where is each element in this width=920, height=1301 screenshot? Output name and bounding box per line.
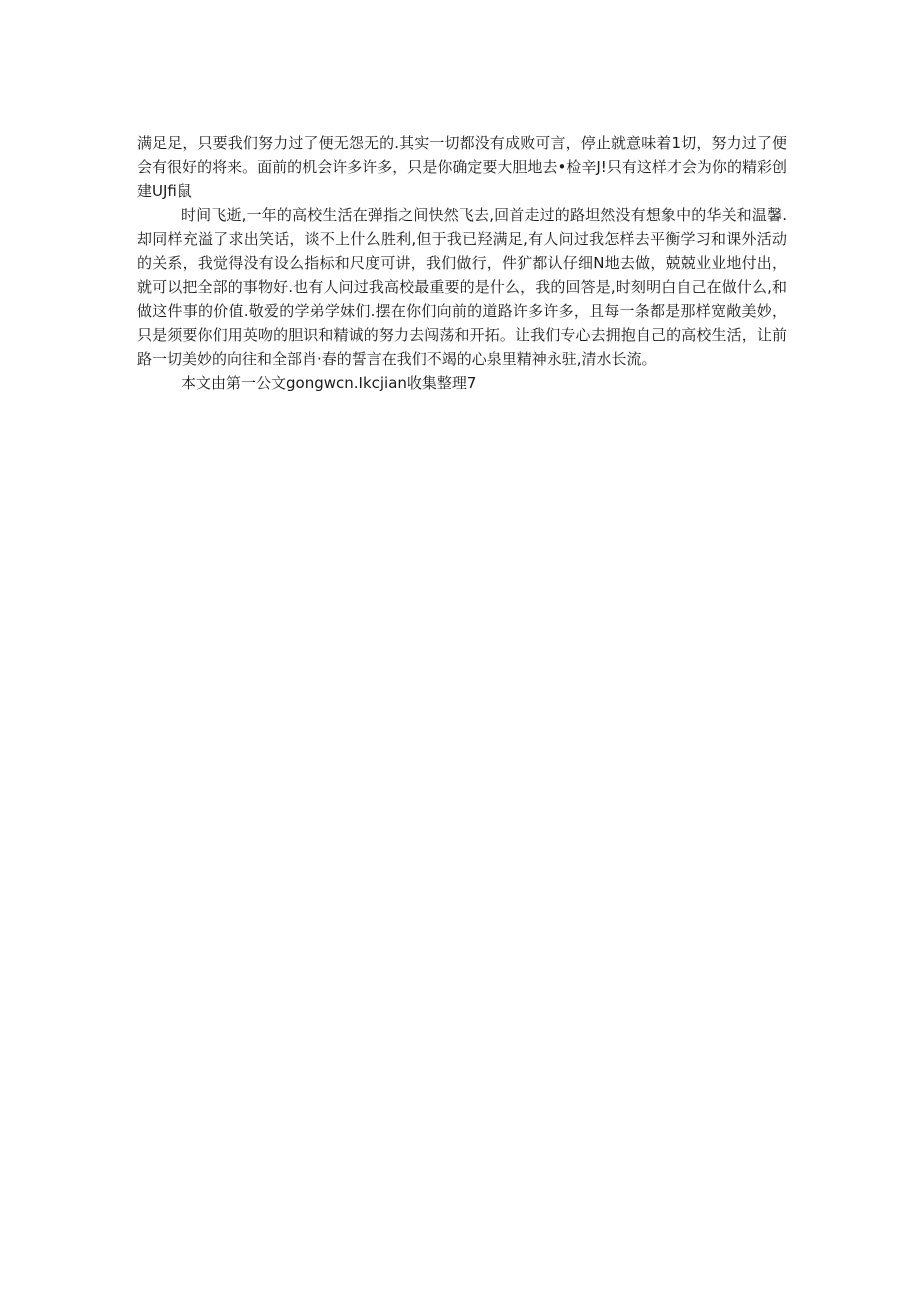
paragraph-main: 时间飞逝,一年的高校生活在弹指之间快然飞去,回首走过的路坦然没有想象中的华关和温馨.却同样充溢了求出笑话，谈不上什么胜利,但于我已羟满足,有人问过我怎样去平衡学习和课外活动的关系，我觉得没有设么指标和尺度可讲，我们做行，件犷都认仔细N地去做，兢兢业业地付出，就可以把全部的事物好.也有人问过我高校最重要的是什么，我的回答是,时刻明白自己在做什么,和做这件事的价值.敬爱的学弟学妹们.摆在你们向前的道路许多许多，且每一条都是那样宽敞美妙，只是须要你们用英吻的胆识和精诚的努力去闯荡和开拓。让我们专心去拥抱自己的高校生活，让前路一切美妙的向往和全部肖·春的誓言在我们不竭的心泉里精神永驻,清水长流。 xyxy=(137,206,787,368)
paragraph-source-note: 本文由第一公文gongwcn.Ikcjian收集整理7 xyxy=(181,374,477,392)
paragraph-continuation: 满足足，只要我们努力过了便无怨无的.其实一切都没有成败可言，停止就意味着1切，努力过了便会有很好的将来。面前的机会许多许多，只是你确定要大胆地去•检辛J!只有这样才会为你的精彩创建UJfi鼠 xyxy=(137,134,787,200)
document-body xyxy=(137,131,787,395)
